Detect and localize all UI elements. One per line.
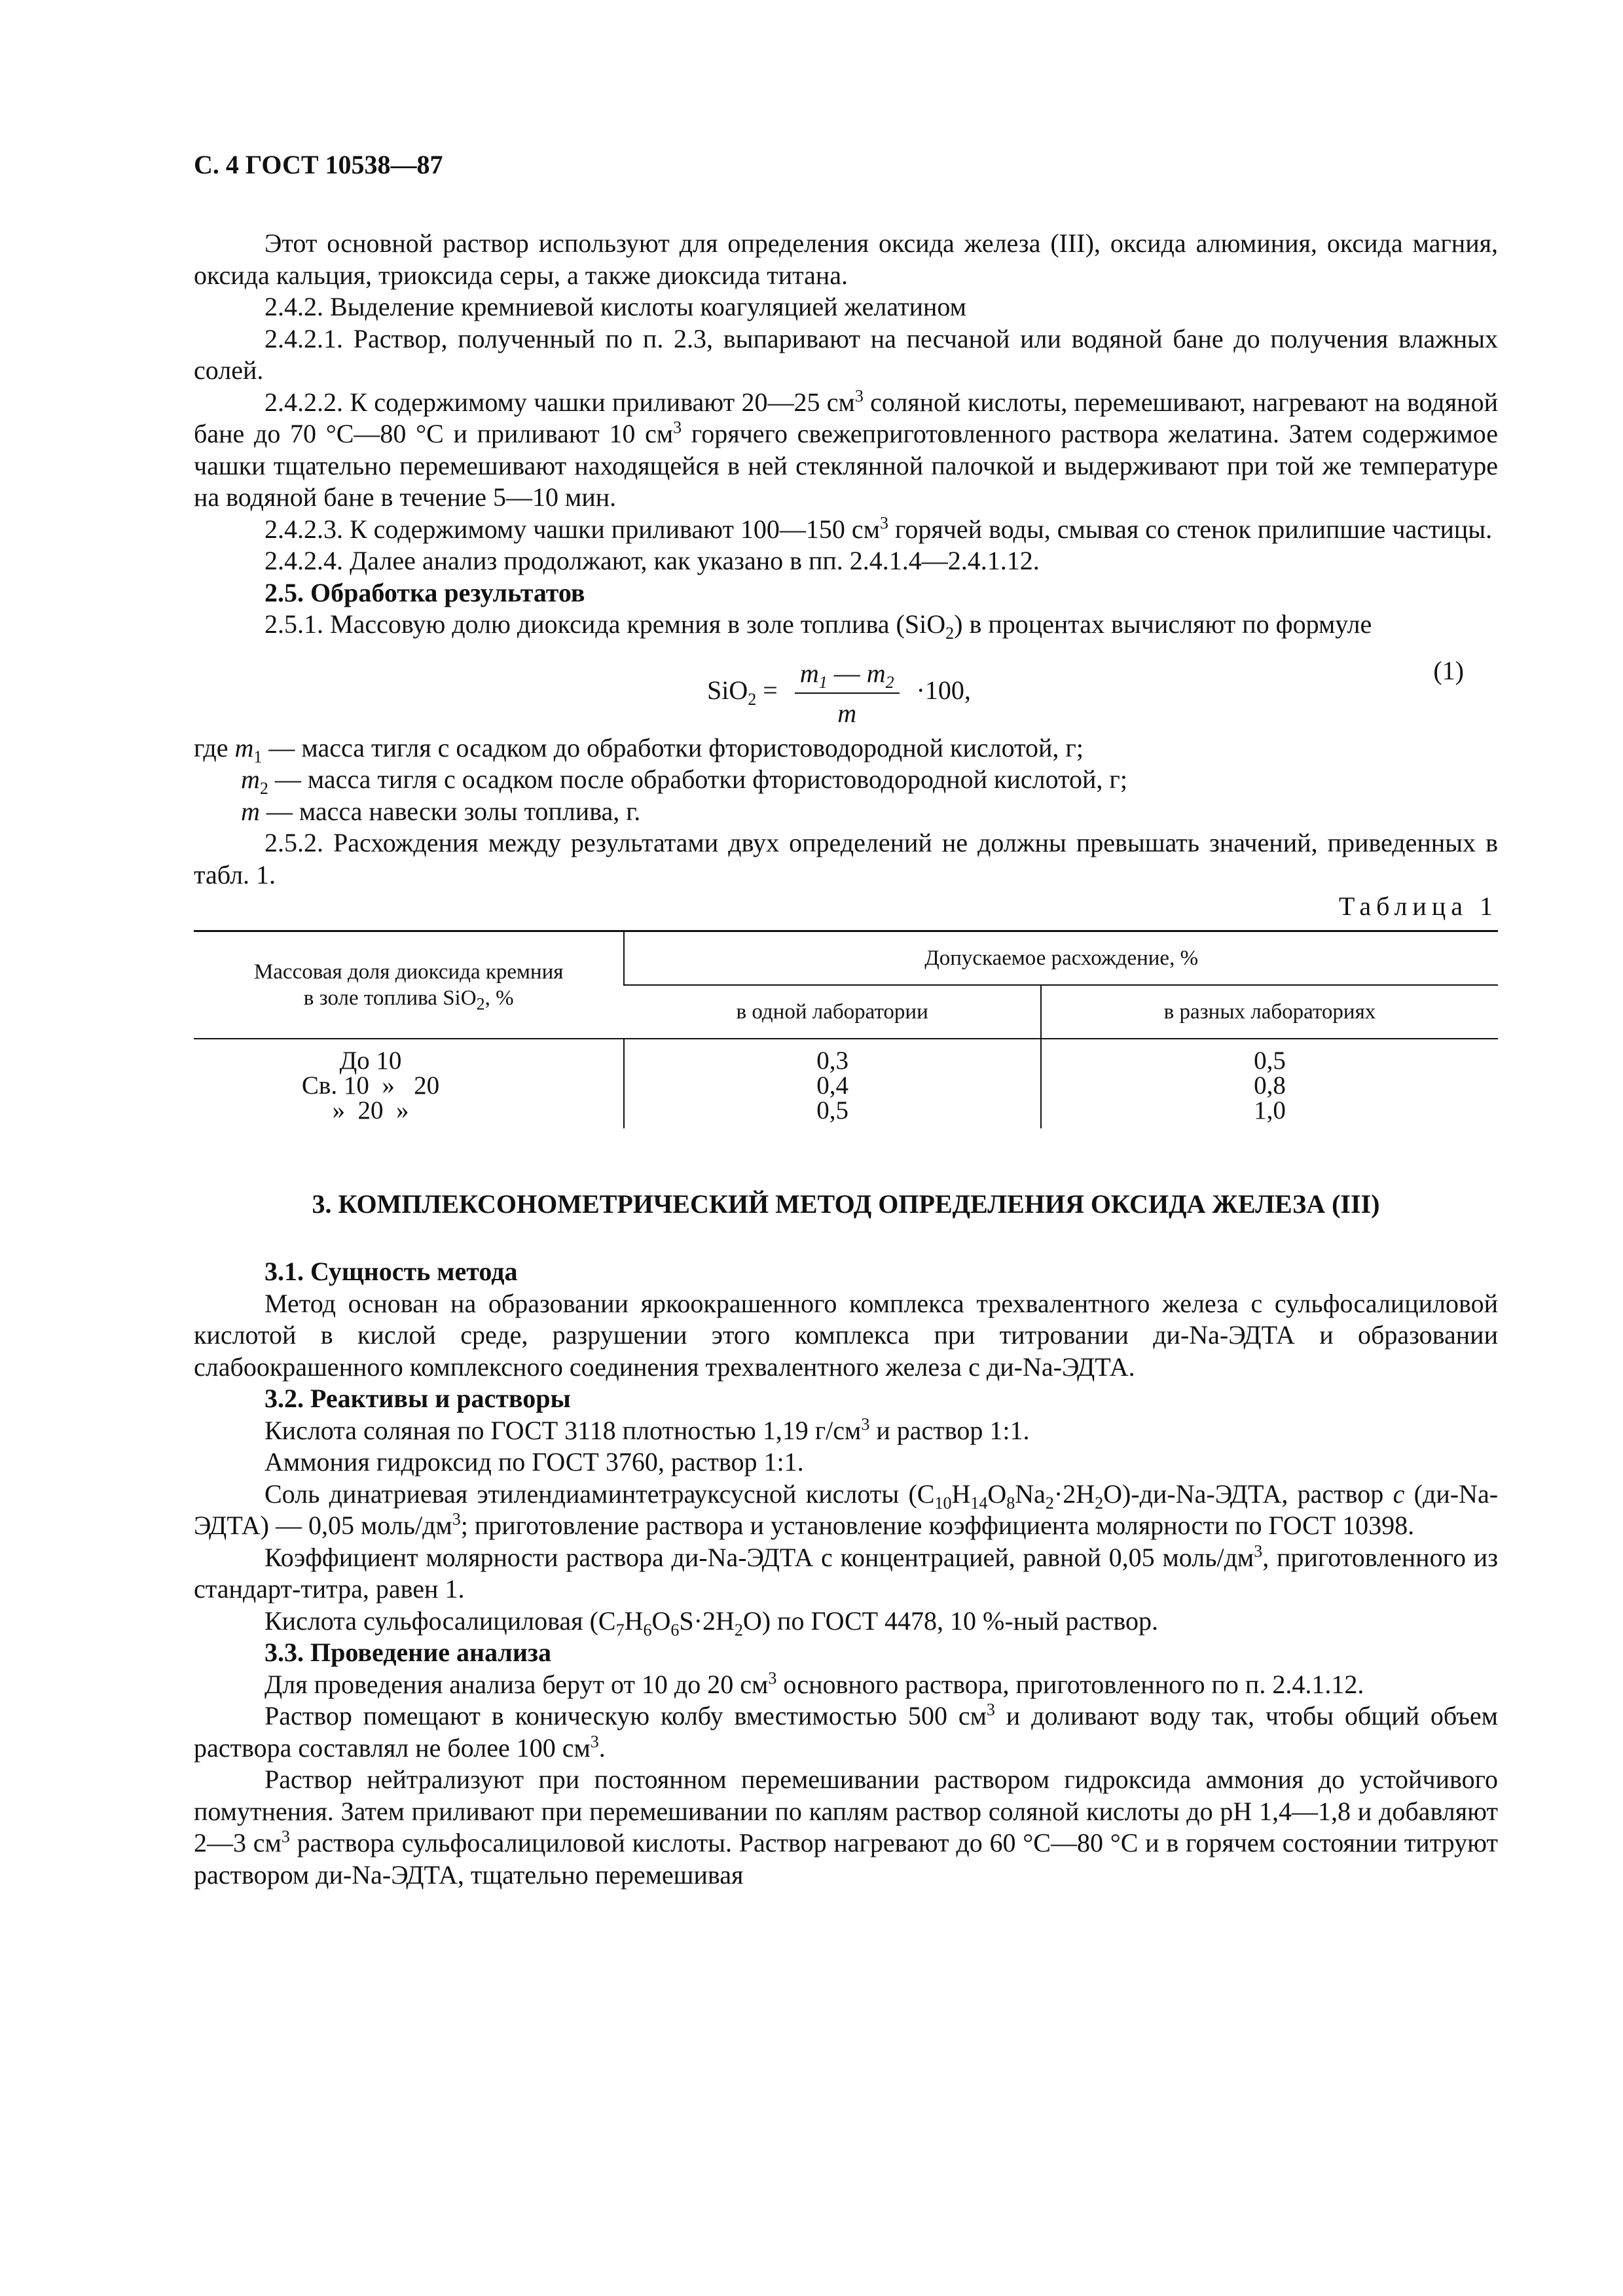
paragraph-3-2-1: Кислота соляная по ГОСТ 3118 плотностью 1,19 $г/см^3$ и раствор 1:1. [264,1414,1030,1445]
paragraph-3-3-2: Раствор помещают в коническую колбу вместимостью 500 $см^3$ и доливают воду так, чтобы общий объем раствора составлял не более 100 $см^3$. [194,1700,1498,1763]
heading-3-3: 3.3. Проведение анализа [264,1638,551,1667]
table-col2-header: в одной лаборатории [624,985,1041,1039]
body-text [194,228,1498,1891]
table-caption: Таблица 1 [1338,891,1498,921]
paragraph-3-1: Метод основан на образовании яркоокрашенного комплекса трехвалентного железа с сульфосалициловой кислотой в кислой среде, разрушении этого комплекса при титровании ди-Na-ЭДТА и образовании слабоокрашенного комплексного соединения трехвалентного железа с ди-Na-ЭДТА. [194,1288,1498,1382]
table-group-header: Допускаемое расхождение, % [624,931,1498,986]
paragraph-3-2-4: Коэффициент молярности раствора ди-Na-ЭДТА с концентрацией, равной 0,05 моль/$дм^3$, приготовленного из стандарт-титра, равен 1. [194,1541,1498,1604]
where-line-2: $m_2$ — масса тигля с осадком после обработки фтористоводородной кислотой, г; [241,764,1127,798]
heading-2-5: 2.5. Обработка результатов [264,577,585,607]
paragraph-3-3-3: Раствор нейтрализуют при постоянном перемешивании раствором гидроксида аммония до устойчивого помутнения. Затем приливают при перемешивании по каплям раствор соляной кислоты до pH 1,4—1,8 и добавляют 2—3 $см^3$ раствора сульфосалициловой кислоты. Раствор нагревают до 60 °С—80 °С и в горячем состоянии титруют раствором ди-Na-ЭДТА, тщательно перемешивая [194,1765,1498,1890]
table-row: » 20 » 0,5 1,0 [194,1098,1498,1128]
heading-3-1: 3.1. Сущность метода [264,1257,518,1286]
section-3-title: 3. КОМПЛЕКСОНОМЕТРИЧЕСКИЙ МЕТОД ОПРЕДЕЛЕНИЯ ОКСИДА ЖЕЛЕЗА (III) [312,1189,1380,1219]
page-header: С. 4 ГОСТ 10538—87 [194,150,443,179]
paragraph-intro: Этот основной раствор используют для определения оксида железа (III), оксида алюминия, оксида магния, оксида кальция, триоксида серы, а также диоксида титана. [194,228,1498,290]
where-line-1: где $m_1$ — масса тигля с осадком до обработки фтористоводородной кислотой, г; [194,732,1084,766]
paragraph-2-4-2-2: 2.4.2.2. К содержимому чашки приливают 20—25 $см^3$ соляной кислоты, перемешивают, нагревают на водяной бане до 70 °С—80 °С и приливают 10 $см^3$ горячего свежеприготовленного раствора желатина. Затем содержимое чашки тщательно перемешивают находящейся в ней стеклянной палочкой и выдерживают при той же температуре на водяной бане в течение 5—10 мин. [194,386,1498,512]
paragraph-3-2-5: Кислота сульфосалициловая $(C_7H_6O_6S\cdot 2H_2O)$ по ГОСТ 4478, 10 %-ный раствор. [264,1605,1158,1640]
table-col3-header: в разных лабораториях [1041,985,1498,1039]
paragraph-2-5-2: 2.5.2. Расхождения между результатами двух определений не должны превышать значений, приведенных в табл. 1. [194,828,1498,889]
table-col1-header: Массовая доля диоксида кремния в золе топлива SiO$_2$, % [194,931,624,1039]
paragraph-3-2-3: Соль динатриевая этилендиаминтетрауксусной кислоты $(C_{10}H_{14}O_8Na_2\cdot 2H_2O)-ди-Na$-ЭДТА, раствор c (ди-Na-ЭДТА) — 0,05 моль/$дм^3$; приготовление раствора и установление коэффициента молярности по ГОСТ 10398. [194,1479,1499,1540]
formula-1: SiO$_2$ = $\frac{m_1 — m_2}{m}$ ·100, (1) [707,655,1464,728]
table-row: Св. 10 » 20 0,4 0,8 [194,1073,1498,1098]
paragraph-2-4-2-1: 2.4.2.1. Раствор, полученный по п. 2.3, выпаривают на песчаной или водяной бане до получения влажных солей. [194,323,1498,385]
paragraph-3-2-2: Аммония гидроксид по ГОСТ 3760, раствор 1:1. [264,1447,804,1477]
table-1 [194,930,1498,1128]
formula-fraction: $\frac{m_1 — m_2}{m}$ [795,658,900,728]
paragraph-2-4-2-4: 2.4.2.4. Далее анализ продолжают, как указано в пп. 2.4.1.4—2.4.1.12. [264,546,1040,575]
table-row: До 10 0,3 0,5 [194,1039,1498,1073]
paragraph-2-4-2-3: 2.4.2.3. К содержимому чашки приливают 100—150 $см^3$ горячей воды, смывая со стенок прилипшие частицы. [264,513,1493,544]
formula-number: (1) [1433,655,1464,685]
paragraph-3-3-1: Для проведения анализа берут от 10 до 20 $см^3$ основного раствора, приготовленного по п. 2.4.1.12. [264,1668,1364,1699]
paragraph-2-5-1: 2.5.1. Массовую долю диоксида кремния в золе топлива (SiO$_2$) в процентах вычисляют по формуле [264,609,1372,643]
heading-3-2: 3.2. Реактивы и растворы [264,1384,571,1413]
where-line-3: m — масса навески золы топлива, г. [241,796,641,826]
paragraph-2-4-2: 2.4.2. Выделение кремниевой кислоты коагуляцией желатином [264,292,966,321]
